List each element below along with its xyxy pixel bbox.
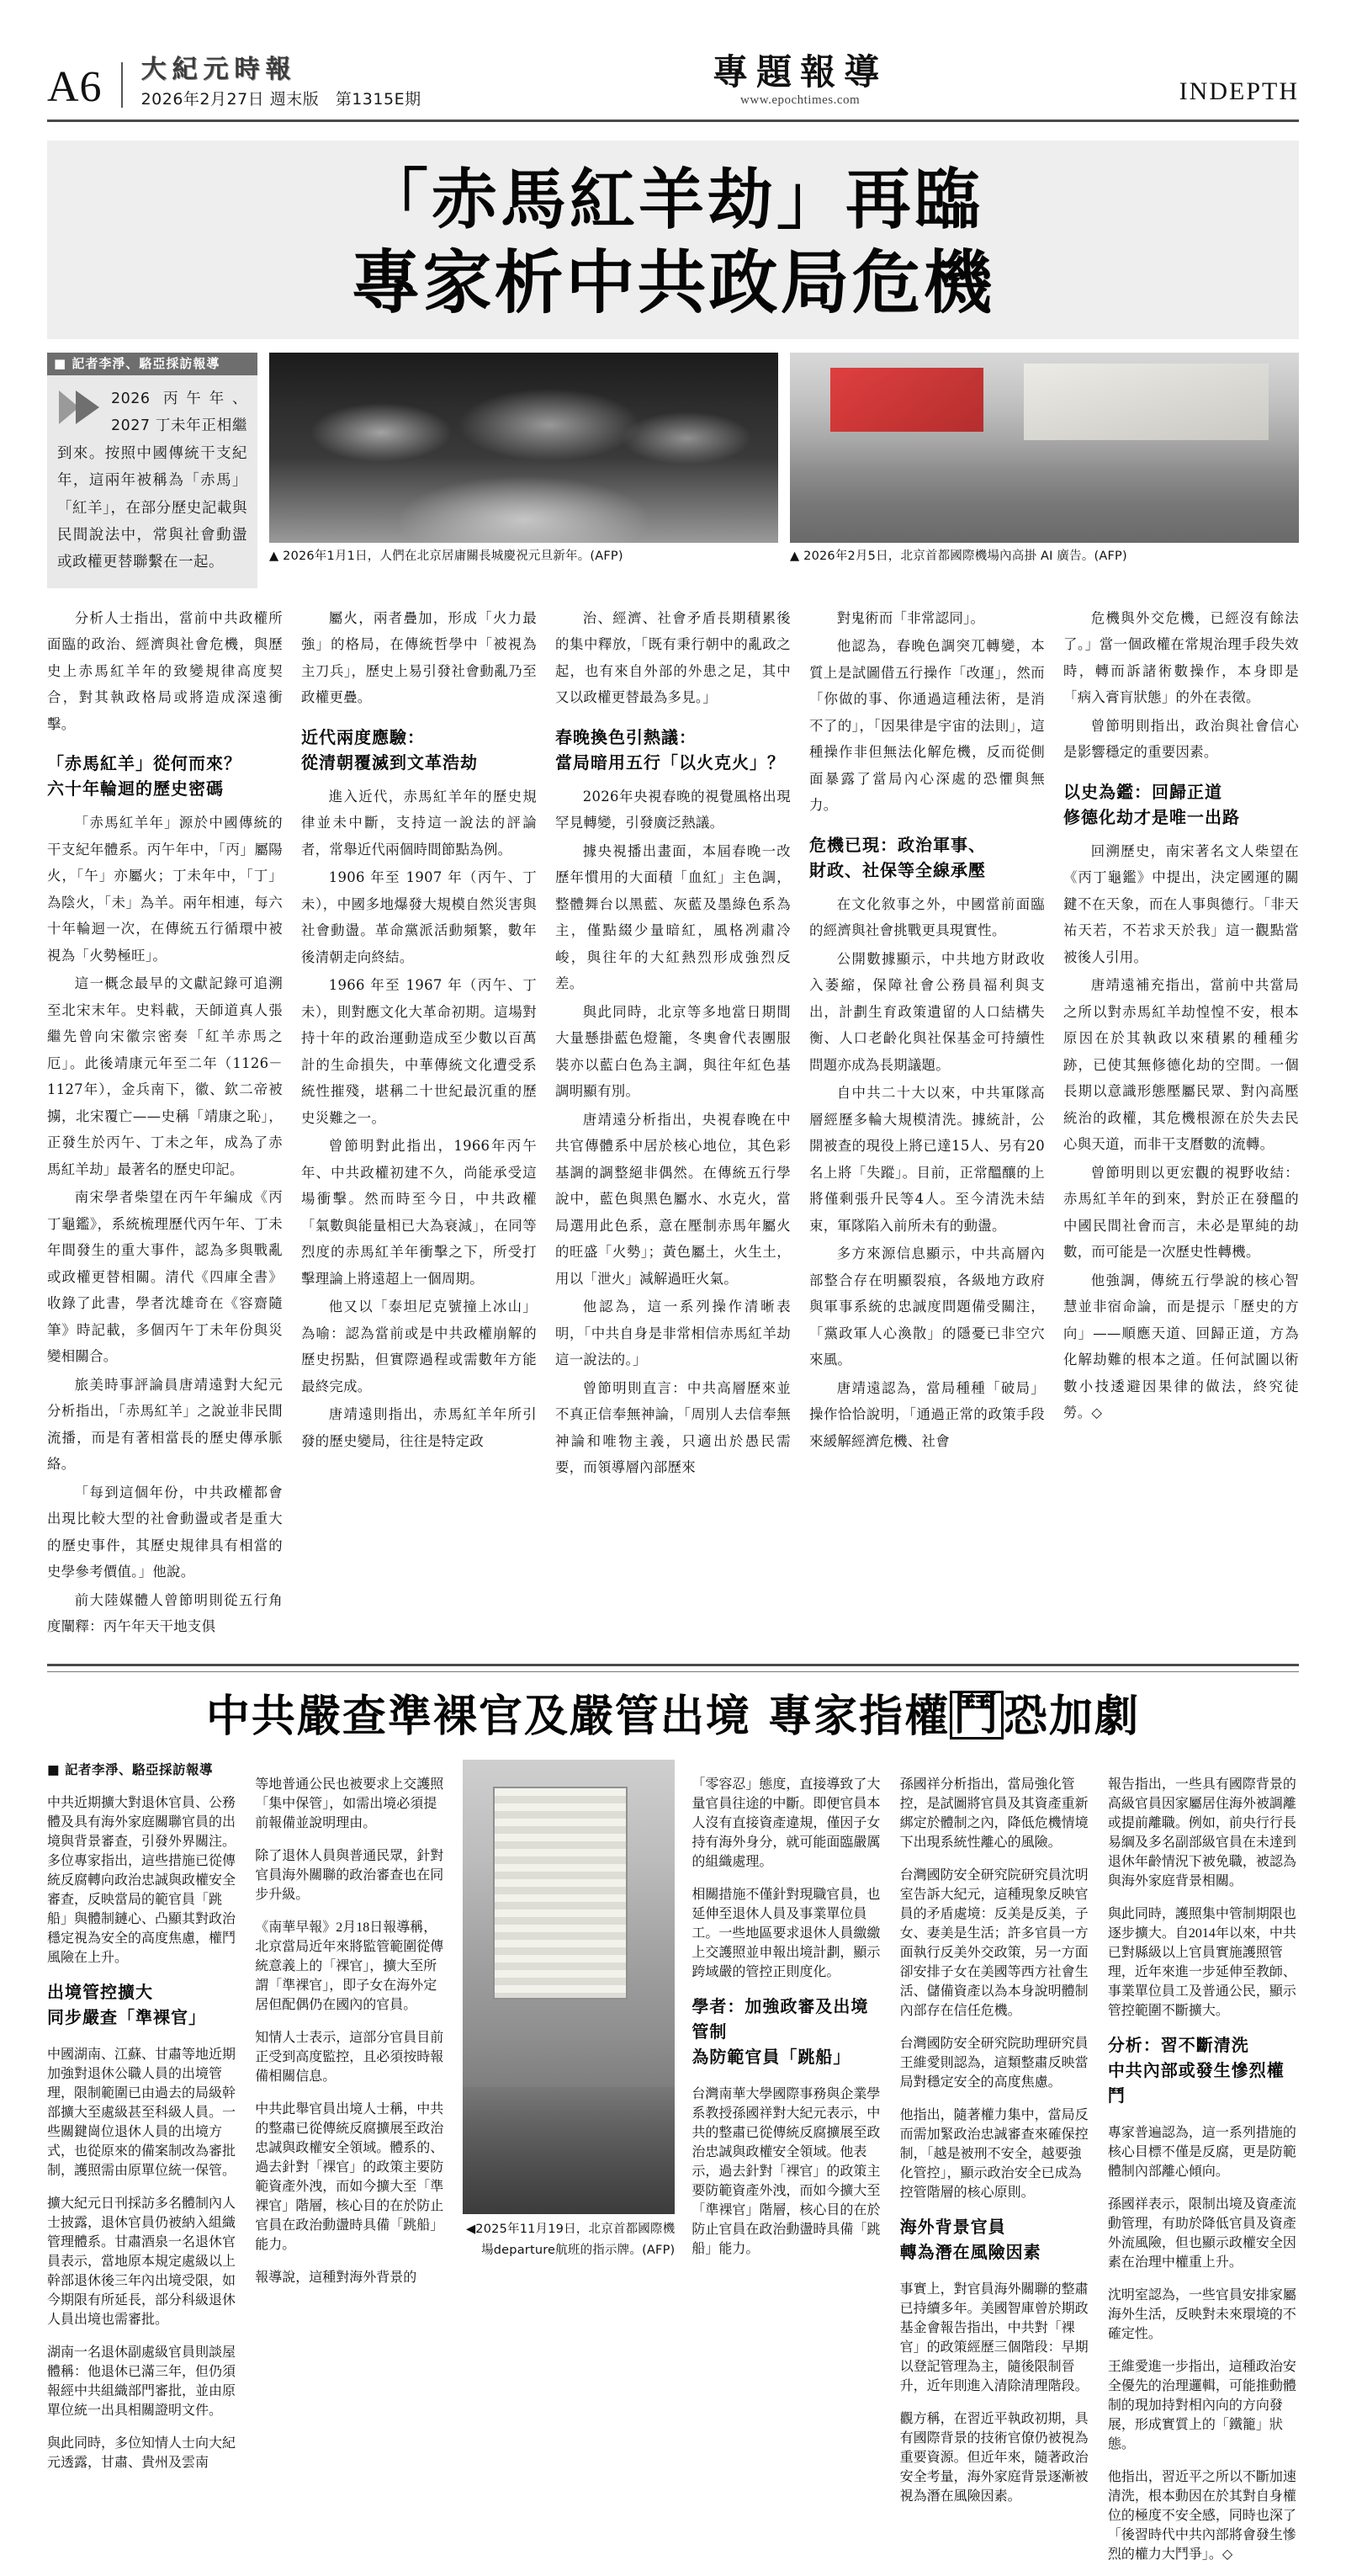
- page-folio: A6: [47, 63, 103, 111]
- bottom-headline-boxed-char: 鬥: [950, 1691, 1004, 1739]
- subheading-line1: 出境管控擴大: [47, 1982, 153, 2003]
- masthead-rule: [47, 120, 1299, 122]
- subheading-line2: 中共內部或發生慘烈權鬥: [1107, 2060, 1285, 2106]
- subheading-line1: 學者：加強政審及出境管制: [692, 1996, 869, 2042]
- lede-text: 2026 丙午年、2027 丁未年正相繼到來。按照中國傳統干支紀年，這兩年被稱為「赤馬」「紅羊」，在部分歷史記載與民間說法中，常與社會動盪或政權更替聯繫在一起。: [57, 390, 247, 571]
- photo-airport-ad-image: [790, 353, 1299, 543]
- top-article-columns: [47, 605, 1299, 1642]
- bottom-article-byline: ■ 記者李淨、駱亞採訪報導: [47, 1762, 214, 1778]
- bottom-headline-post: 恐加劇: [1004, 1691, 1141, 1742]
- body-paragraph: 他認為，春晚色調突兀轉變，本質上是試圖借五行操作「改運」，然而「你做的事、你通過這種法術，是消不了的」，「因果律是宇宙的法則」，這種操作非但無法化解危機，反而從側面暴露了當局內心深處的恐懼與無力。: [809, 638, 1045, 814]
- section-subheading: [47, 1979, 238, 2030]
- section-subheading: [1108, 2032, 1299, 2108]
- photo-airport-board: [463, 1760, 675, 2576]
- subheading-line2: 當局暗用五行「以火克火」？: [555, 752, 785, 773]
- body-paragraph: 曾節明對此指出，1966年丙午年、中共政權初建不久，尚能承受這場衝擊。然而時至今日，中共政權「氣數與能量相已大為衰減」，在同等烈度的赤馬紅羊年衝擊之下，所受打擊理論上將遠超上一個周期。: [301, 1138, 537, 1287]
- photo-airport-ad: [790, 353, 1299, 588]
- issue-date-line: 2026年2月27日 週末版 第1315E期: [140, 90, 421, 109]
- section-subheading: [1063, 779, 1299, 830]
- bottom-column-1: [47, 1760, 238, 2576]
- subheading-line1: 「赤馬紅羊」從何而來？: [47, 753, 241, 774]
- body-paragraph: 危機與外交危機，已經沒有餘法了。」當一個政權在常規治理手段失效時，轉而訴諸術數操作，本身即是「病入膏肓狀態」的外在表徵。: [1063, 609, 1299, 706]
- body-paragraph: 唐靖遠分析指出，央視春晚在中共官傳體系中居於核心地位，其色彩基調的調整絕非偶然。在傳統五行學說中，藍色與黑色屬水、水克火，當局選用此色系，意在壓制赤馬年屬火的旺盛「火勢」；黃色屬土，火生土，用以「泄火」減解過旺火氣。: [555, 1111, 791, 1287]
- section-subheading: [301, 725, 537, 775]
- bottom-headline-pre: 中共嚴查準裸官及嚴管出境 專家指權: [205, 1691, 951, 1742]
- top-headline-line2: 專家析中共政局危機: [351, 243, 995, 324]
- body-paragraph: 台灣國防安全研究院研究員沈明室告訴大紀元，這種現象反映官員的矛盾處境：反美是反美，子女、妻美是生活；許多官員一方面執行反美外交政策，另一方面卻安排子女在美國等西方社會生活、儲備資產以為本身說明體制內部存在信任危機。: [899, 1868, 1089, 2019]
- section-title: 專題報導: [713, 51, 888, 93]
- photo-horses-image: [269, 353, 778, 543]
- body-paragraph: 台灣南華大學國際事務與企業學系教授孫國祥對大紀元表示，中共的整肅已從傳統反腐擴展至政治忠誠與政權安全領域。他表示，過去針對「裸官」的政策主要防範資產外洩，而如今擴大至「準裸官」階層，核心目的在於防止官員在政治動盪時具備「跳船」能力。: [692, 2087, 881, 2257]
- body-paragraph: 對鬼術而「非常認同」。: [836, 609, 985, 626]
- subheading-line2: 財政、社保等全線承壓: [809, 859, 986, 880]
- article-divider: [47, 1664, 1299, 1666]
- body-paragraph: 在文化敘事之外，中國當前面臨的經濟與社會挑戰更具現實性。: [809, 895, 1045, 939]
- masthead: [47, 0, 1299, 109]
- top-article-column: [301, 605, 537, 1642]
- masthead-divider: [121, 62, 123, 108]
- bottom-column-5: [1108, 1760, 1299, 2576]
- body-paragraph: 多方來源信息顯示，中共高層內部整合存在明顯裂痕，各級地方政府與軍事系統的忠誠度問題備受關注，「黨政軍人心渙散」的隱憂已非空穴來風。: [809, 1246, 1045, 1368]
- top-article-lede: [47, 375, 257, 588]
- body-paragraph: 與此同時，護照集中管制期限也逐步擴大。自2014年以來，中共已對縣級以上官員實施護照管理，近年來進一步延伸至教師、事業單位員工及普通公民，顯示管控範圍不斷擴大。: [1107, 1907, 1296, 2019]
- body-paragraph: 中共此舉官員出境人士稱，中共的整肅已從傳統反腐擴展至政治忠誠與政權安全領域。體系的、過去針對「裸官」的政策主要防範資產外洩，而如今擴大至「準裸官」階層，核心目的在於防止官員在政治動盪時具備「跳船」能力。: [255, 2102, 444, 2253]
- body-paragraph: 曾節明則指出，政治與社會信心是影響穩定的重要因素。: [1063, 717, 1299, 761]
- body-paragraph: 報告指出，一些具有國際背景的高級官員因家屬居住海外被調離或提前離職。例如，前央行行長易綱及多名副部級官員在未達到退休年齡情況下被免職，被認為與海外家庭背景相關。: [1107, 1777, 1296, 1889]
- bottom-article-headline: [47, 1672, 1299, 1748]
- body-paragraph: 除了退休人員與普通民眾，針對官員海外關聯的政治審查也在同步升級。: [255, 1849, 444, 1903]
- subheading-line1: 以史為鑑：回歸正道: [1063, 781, 1222, 802]
- section-subheading: [47, 751, 283, 801]
- body-paragraph: 1906 年至 1907 年（丙午、丁未），中國多地爆發大規模自然災害與社會動盪。革命黨派活動頻繁，數年後清朝走向終結。: [301, 869, 537, 965]
- body-paragraph: 王維愛進一步指出，這種政治安全優先的治理邏輯，可能推動體制的現加持對相內向的方向發展，形成實質上的「鐵籠」狀態。: [1107, 2360, 1296, 2452]
- body-paragraph: 據央視播出畫面，本屆春晚一改歷年慣用的大面積「血紅」主色調，整體舞台以黑藍、灰藍及墨綠色系為主，僅點綴少量暗紅，風格冽肅冷峻，與往年的大紅熱烈形成強烈反差。: [555, 842, 791, 992]
- body-paragraph: 與此同時，多位知情人士向大紀元透露，甘肅、貴州及雲南: [47, 2436, 236, 2471]
- double-chevron-icon: [57, 389, 103, 426]
- body-paragraph: 自中共二十大以來，中共軍隊高層經歷多輪大規模清洗。據統計，公開被查的現役上將已達15人、另有20名上將「失蹤」。目前，正常醞釀的上將僅剩張升民等4人。至今清洗未結束，軍隊陷入前所未有的動盪。: [809, 1085, 1045, 1234]
- subheading-line2: 六十年輪迴的歷史密碼: [47, 778, 224, 799]
- body-paragraph: 中共近期擴大對退休官員、公務體及具有海外家庭關聯官員的出境與背景審查，引發外界關注。多位專家指出，這些措施已從傳統反腐轉向政治忠誠與政權安全審查，反映當局的範官員「跳船」與體制鏈心、凸顯其對政治穩定視為安全的高度焦慮，權鬥風險在上升。: [47, 1796, 236, 1966]
- subheading-line2: 為防範官員「跳船」: [692, 2047, 851, 2068]
- body-paragraph: 觀方稱，在習近平執政初期，具有國際背景的技術官僚仍被視為重要資源。但近年來，隨著政治安全考量，海外家庭背景逐漸被視為潛在風險因素。: [899, 2412, 1089, 2504]
- website-url: www.epochtimes.com: [740, 93, 861, 107]
- body-paragraph: 「零容忍」態度，直接導致了大量官員往途的中斷。即便官員本人沒有直接資產違規，僅因子女持有海外身分，就可能面臨嚴厲的組織處理。: [692, 1777, 881, 1870]
- top-article-column: [1063, 605, 1299, 1642]
- section-subheading: [555, 725, 791, 775]
- top-headline-line1: 「赤馬紅羊劫」再臨: [362, 162, 983, 238]
- body-paragraph: 湖南一名退休副處級官員則談屋體稱：他退休已滿三年，但仍須報經中共組織部門審批，並由原單位統一出具相關證明文件。: [47, 2345, 236, 2419]
- lede-column: [47, 353, 257, 588]
- body-paragraph: 「赤馬紅羊年」源於中國傳統的干支紀年體系。丙午年中，「丙」屬陽火，「午」亦屬火；丁未年中，「丁」為陰火，「未」為羊。兩年相連，每六十年輪迴一次，在傳統五行循環中被視為「火勢極旺」。: [47, 815, 283, 964]
- top-article-headline-block: [47, 141, 1299, 339]
- body-paragraph: 報導說，這種對海外背景的: [255, 2271, 417, 2286]
- body-paragraph: 曾節明則直言：中共高層歷來並不真正信奉無神論，「周別人去信奉無神論和唯物主義，只適出於愚民需要，而領導層內部歷來: [555, 1379, 791, 1476]
- top-article-media-row: [47, 353, 1299, 588]
- subheading-line2: 同步嚴查「準裸官」: [47, 2007, 206, 2028]
- body-paragraph: 擴大紀元日刊採訪多名體制內人士披露，退休官員仍被納入組織管理體系。甘肅酒泉一名退休官員表示，當地原本規定處級以上幹部退休後三年內出境受限，如今期限有所延長，部分科級退休人員出境也需審批。: [47, 2196, 236, 2328]
- publication-logo: 大紀元時報: [140, 54, 297, 84]
- body-paragraph: 旅美時事評論員唐靖遠對大紀元分析指出，「赤馬紅羊」之說並非民間流播，而是有著相當長的歷史傳承脈絡。: [47, 1376, 283, 1473]
- subheading-line1: 春晚換色引熱議：: [555, 726, 697, 747]
- body-paragraph: 他指出，隨著權力集中，當局反而需加緊政治忠誠審查來確保控制，「越是被刑不安全，越要強化管控」，顯示政治安全已成為控管階層的核心原則。: [899, 2108, 1089, 2201]
- body-paragraph: 分析人士指出，當前中共政權所面臨的政治、經濟與社會危機，與歷史上赤馬紅羊年的致變規律高度契合，對其執政格局或將造成深遠衝擊。: [47, 609, 283, 732]
- section-title-block: [421, 51, 1179, 109]
- body-paragraph: 2026年央視春晚的視覺風格出現罕見轉變，引發廣泛熱議。: [555, 788, 791, 831]
- body-paragraph: 「每到這個年份，中共政權都會出現比較大型的社會動盪或者是重大的歷史事件，其歷史規律具有相當的史學參考價值。」他說。: [47, 1484, 283, 1580]
- body-paragraph: 他指出，習近平之所以不斷加速清洗，根本動因在於其對自身權位的極度不安全感，同時也深了「後習時代中共內部將會發生慘烈的權力大鬥爭」。◇: [1107, 2470, 1296, 2563]
- body-paragraph: 公開數據顯示，中共地方財政收入萎縮，保障社會公務員福利與支出，計劃生育政策遺留的人口結構失衡、人口老齡化與社保基金可持續性問題亦成為長期議題。: [809, 950, 1045, 1073]
- subheading-line1: 海外背景官員: [899, 2217, 1006, 2238]
- body-paragraph: 知情人士表示，這部分官員目前正受到高度監控，且必須按時報備相關信息。: [255, 2031, 444, 2085]
- section-subheading: [900, 2214, 1091, 2265]
- subheading-line2: 轉為潛在風險因素: [899, 2242, 1041, 2263]
- body-paragraph: 這一概念最早的文獻記錄可追溯至北宋末年。史料載，天師道真人張繼先曾向宋徽宗密奏「紅羊赤馬之厄」。此後靖康元年至二年（1126－1127年），金兵南下，徽、欽二帝被擄，北宋覆亡——史稱「靖康之恥」，正發生於丙午、丁未之年，成為了赤馬紅羊劫」最著名的歷史印記。: [47, 975, 283, 1177]
- body-paragraph: 事實上，對官員海外關聯的整肅已持續多年。美國智庫曾於期政基金會報告指出，中共對「裸官」的政策經歷三個階段：早期以登記管理為主，隨後限制晉升，近年則進入清除清理階段。: [899, 2282, 1089, 2394]
- body-paragraph: 專家普遍認為，這一系列措施的核心目標不僅是反腐，更是防範體制內部離心傾向。: [1107, 2126, 1296, 2180]
- photo-airport-board-caption: ◀2025年11月19日，北京首都國際機場departure航班的指示牌。(AFP): [465, 2223, 676, 2257]
- body-paragraph: 與此同時，北京等多地當日期間大量懸掛藍色燈籠，冬奧會代表團服裝亦以藍白色為主調，與往年紅色基調明顯有別。: [555, 1003, 791, 1100]
- photo-airport-ad-caption: ▲ 2026年2月5日，北京首都國際機場內高掛 AI 廣告。(AFP): [790, 549, 1127, 563]
- top-article-column: [809, 605, 1045, 1642]
- body-paragraph: 屬火，兩者疊加，形成「火力最強」的格局，在傳統哲學中「被視為主刀兵」，歷史上易引發社會動亂乃至政權更疊。: [301, 609, 537, 706]
- body-paragraph: 相關措施不僅針對現職官員，也延伸至退休人員及事業單位員工。一些地區要求退休人員繳繳上交護照並申報出境計劃，顯示跨域嚴的管控正則度化。: [692, 1888, 881, 1980]
- top-article-column: [47, 605, 283, 1642]
- body-paragraph: 1966 年至 1967 年（丙午、丁未），則對應文化大革命初期。這場對持十年的政治運動造成至少數以百萬計的生命損失，中華傳統文化遭受系統性摧殘，堪稱二十世紀最沉重的歷史災難之一。: [301, 977, 537, 1126]
- body-paragraph: 前大陸媒體人曾節明則從五行角度闡釋：丙午年天干地支俱: [47, 1591, 283, 1635]
- body-paragraph: 進入近代，赤馬紅羊年的歷史規律並未中斷，支持這一說法的評論者，常舉近代兩個時間節點為例。: [301, 788, 537, 858]
- body-paragraph: 中國湖南、江蘇、甘肅等地近期加強對退休公職人員的出境管理，限制範圍已由過去的局級幹部擴大至處級甚至科級人員。一些關鍵崗位退休人員的出境方式，也從原來的備案制改為審批制，護照需由原單位統一保管。: [47, 2048, 236, 2179]
- body-paragraph: 他強調，傳統五行學說的核心智慧並非宿命論，而是提示「歷史的方向」——順應天道、回歸正道，方為化解劫難的根本之道。任何試圖以術數小技逶避因果律的做法，終究徒勞。◇: [1063, 1272, 1299, 1421]
- body-paragraph: 唐靖遠認為，當局種種「破局」操作恰恰說明，「通過正常的政策手段來緩解經濟危機、社會: [809, 1379, 1045, 1449]
- photo-horses: [269, 353, 778, 588]
- subheading-line2: 修德化劫才是唯一出路: [1063, 806, 1240, 827]
- body-paragraph: 治、經濟、社會矛盾長期積累後的集中釋放，「既有秉行朝中的亂政之起，也有來自外部的外患之足，其中又以政權更替最為多見。」: [555, 609, 791, 706]
- body-paragraph: 南宋學者柴望在丙午年編成《丙丁龜鑑》，系統梳理歷代丙午年、丁未年間發生的重大事件，認為多與戰亂或政權更替相關。清代《四庫全書》收錄了此書，學者沈雄奇在《容齋隨筆》時記載，多個丙午丁未年份與災變相關合。: [47, 1189, 283, 1365]
- body-paragraph: 沈明室認為，一些官員安排家屬海外生活，反映對未來環境的不確定性。: [1107, 2288, 1296, 2342]
- body-paragraph: 回溯歷史，南宋著名文人柴望在《丙丁龜鑑》中提出，決定國運的關鍵不在天象，而在人事與德行。「非天祐天若，不若求天於我」這一觀點當被後人引用。: [1063, 842, 1299, 965]
- body-paragraph: 唐靖遠補充指出，當前中共當局之所以對赤馬紅羊劫惶惶不安，根本原因在於其執政以來積累的種種劣跡，已使其無修德化劫的空間。一個長期以意識形態壓屬民眾、對內高壓統治的政權，其危機根源在於失去民心與天道，而非干支曆數的流轉。: [1063, 977, 1299, 1153]
- bottom-column-4: [900, 1760, 1091, 2576]
- body-paragraph: 等地普通公民也被要求上交護照「集中保管」，如需出境必須提前報備並說明理由。: [255, 1777, 444, 1831]
- section-subheading: [692, 1994, 882, 2069]
- section-subheading: [809, 832, 1045, 883]
- subheading-line1: 分析：習不斷清洗: [1107, 2035, 1249, 2056]
- photo-horses-caption: ▲ 2026年1月1日，人們在北京居庸關長城慶祝元旦新年。(AFP): [269, 549, 623, 563]
- body-paragraph: 孫國祥表示，限制出境及資產流動管理，有助於降低官員及資產外流風險，但也顯示政權安全因素在治理中權重上升。: [1107, 2197, 1296, 2271]
- top-article-byline: ■ 記者李淨、駱亞採訪報導: [47, 353, 257, 376]
- subheading-line1: 近代兩度應驗：: [301, 726, 425, 747]
- body-paragraph: 孫國祥分析指出，當局強化管控，是試圖將官員及其資產重新綁定於體制之內，降低危機情境下出現系統性離心的風險。: [899, 1777, 1089, 1851]
- body-paragraph: 唐靖遠則指出，赤馬紅羊年所引發的歷史變局，往往是特定政: [301, 1406, 537, 1449]
- photo-airport-board-image: [463, 1760, 675, 2214]
- section-title-en: INDEPTH: [1179, 77, 1299, 105]
- body-paragraph: 《南華早報》2月18日報導稱，北京當局近年來將監管範圍從傳統意義上的「裸官」，擴大至所謂「準裸官」，即子女在海外定居但配偶仍在國內的官員。: [255, 1920, 444, 2013]
- bottom-column-3: [692, 1760, 882, 2576]
- body-paragraph: 他又以「泰坦尼克號撞上冰山」為喻：認為當前或是中共政權崩解的歷史拐點，但實際過程或需數年方能最終完成。: [301, 1299, 537, 1394]
- bottom-article-row: [47, 1760, 1299, 2576]
- body-paragraph: 他認為，這一系列操作清晰表明，「中共自身是非常相信赤馬紅羊劫這一說法的。」: [555, 1299, 791, 1368]
- body-paragraph: 曾節明則以更宏觀的視野收結：赤馬紅羊年的到來，對於正在發醞的中國民間社會而言，未必是單純的劫數，而可能是一次歷史性轉機。: [1063, 1164, 1299, 1261]
- body-paragraph: 台灣國防安全研究院助理研究員王維愛則認為，這類整肅反映當局對穩定安全的高度焦慮。: [899, 2037, 1089, 2090]
- masthead-title-block: [141, 56, 421, 110]
- top-article-column: [555, 605, 791, 1642]
- subheading-line2: 從清朝覆滅到文革浩劫: [301, 752, 478, 773]
- subheading-line1: 危機已現：政治軍事、: [809, 834, 986, 855]
- bottom-column-2: [255, 1760, 446, 2576]
